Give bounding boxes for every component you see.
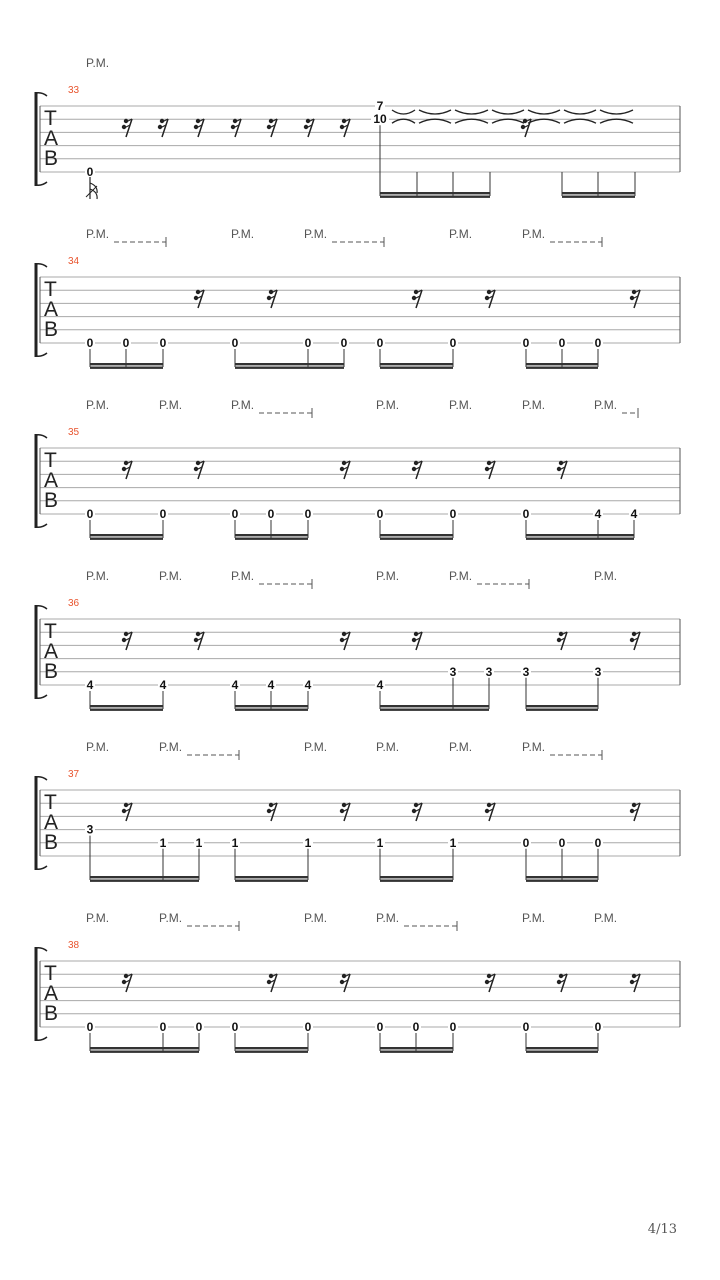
sixteenth-rest [122,974,132,992]
fret-number: 0 [340,336,348,350]
sixteenth-rest [340,119,350,137]
beam [562,192,635,194]
tab-clef-letter: A [44,811,59,834]
beam [90,1047,199,1049]
palm-mute-label: P.M. [594,911,618,925]
bracket-top-curl [36,606,47,609]
palm-mute-label: P.M. [304,740,328,754]
beam [235,709,308,711]
sixteenth-rest [304,119,314,137]
tab-clef-letter: A [44,469,59,492]
beam [90,709,163,711]
fret-number: 0 [86,1020,94,1034]
fret-number: 0 [412,1020,420,1034]
sixteenth-rest [412,461,422,479]
palm-mute-label: P.M. [304,227,328,241]
tie [528,110,560,114]
bracket-bottom-curl [36,1037,47,1040]
staff-system [36,911,680,1053]
sixteenth-rest [521,119,531,137]
fret-number: 0 [449,1020,457,1034]
beam [380,538,453,540]
sixteenth-rest [267,290,277,308]
beam [526,880,598,882]
tie [419,110,451,114]
fret-number: 3 [485,664,493,679]
fret-number: 0 [231,1020,239,1034]
palm-mute-label: P.M. [231,398,255,412]
beam [90,705,163,707]
palm-mute-label: P.M. [376,398,400,412]
palm-mute-label: P.M. [159,740,183,754]
fret-number: 4 [594,507,602,521]
fret-number: 0 [304,1020,312,1034]
fret-number: 0 [594,336,602,350]
tab-clef-letter: B [44,147,59,170]
sixteenth-rest [267,974,277,992]
beam [380,1047,453,1049]
fret-number: 0 [522,835,530,850]
tab-clef-letter: A [44,982,59,1005]
beam [380,192,490,194]
measure-number: 37 [68,769,80,780]
beam [90,1051,199,1053]
palm-mute-label: P.M. [86,740,110,754]
tab-clef-letter: T [44,449,57,472]
tie [392,110,415,114]
beam [380,705,489,707]
staff-system [36,56,680,199]
fret-number: 4 [86,678,94,692]
beam [526,367,598,369]
beam [380,876,453,878]
sixteenth-rest [485,974,495,992]
palm-mute-label: P.M. [159,911,183,925]
beam [90,876,199,878]
beam [526,709,598,711]
sixteenth-rest [194,290,204,308]
sixteenth-rest [630,632,640,650]
sixteenth-rest [340,803,350,821]
tie [455,110,488,114]
palm-mute-label: P.M. [376,911,400,925]
palm-mute-label: P.M. [449,398,473,412]
sixteenth-rest [630,974,640,992]
fret-number: 4 [304,678,312,692]
fret-number: 4 [376,678,384,692]
fret-number: 1 [159,835,167,850]
tab-clef-letter: B [44,489,59,512]
palm-mute-label: P.M. [159,398,183,412]
palm-mute-label: P.M. [376,569,400,583]
page-number: 4/13 [647,1222,677,1237]
fret-number: 0 [231,336,239,350]
tab-clef-letter: A [44,640,59,663]
beam [380,367,453,369]
beam [526,876,598,878]
fret-number: 0 [159,507,167,521]
fret-number: 1 [376,835,384,850]
beam [235,538,308,540]
measure-number: 38 [68,940,80,951]
tie [564,110,596,114]
fret-number: 0 [449,336,457,350]
tie [392,119,415,123]
palm-mute-label: P.M. [449,227,473,241]
palm-mute-label: P.M. [522,227,546,241]
palm-mute-label: P.M. [159,569,183,583]
sixteenth-rest [122,119,132,137]
palm-mute-label: P.M. [231,227,255,241]
sixteenth-rest [194,461,204,479]
fret-number: 0 [304,507,312,521]
sixteenth-rest [122,461,132,479]
fret-number: 0 [522,507,530,521]
tab-clef-letter: B [44,660,59,683]
beam [526,705,598,707]
palm-mute-label: P.M. [522,740,546,754]
fret-number: 4 [267,678,275,692]
tie [419,119,451,123]
staff-system [36,398,680,540]
beam [526,1047,598,1049]
sixteenth-rest [412,290,422,308]
fret-number: 0 [376,336,384,350]
sixteenth-rest [412,632,422,650]
beam [526,534,634,536]
palm-mute-label: P.M. [594,569,618,583]
fret-number: 0 [558,336,566,350]
sixteenth-rest [630,803,640,821]
beam [90,538,163,540]
beam [526,538,634,540]
beam [235,876,308,878]
palm-mute-label: P.M. [522,911,546,925]
fret-number: 0 [159,1020,167,1034]
palm-mute-label: P.M. [86,569,110,583]
beam [235,1047,308,1049]
bracket-bottom-curl [36,182,47,185]
staff-system [36,740,680,882]
fret-number: 0 [522,1020,530,1034]
measure-number: 36 [68,598,80,609]
bracket-top-curl [36,777,47,780]
fret-number: 3 [449,664,457,679]
tab-clef-letter: A [44,298,59,321]
tie [455,119,488,123]
beam [380,709,489,711]
tie [564,119,596,123]
sixteenth-rest [557,461,567,479]
bracket-bottom-curl [36,695,47,698]
beam [235,367,344,369]
beam [380,196,490,198]
sixteenth-rest [340,974,350,992]
fret-number: 3 [522,664,530,679]
fret-number: 1 [195,835,203,850]
sixteenth-rest [158,119,168,137]
sixteenth-rest [340,632,350,650]
fret-number: 0 [522,336,530,350]
bracket-top-curl [36,948,47,951]
beam [380,363,453,365]
beam [235,534,308,536]
palm-mute-label: P.M. [304,911,328,925]
sixteenth-rest [340,461,350,479]
beam [235,363,344,365]
palm-mute-label: P.M. [522,398,546,412]
tab-clef-letter: T [44,620,57,643]
palm-mute-label: P.M. [449,569,473,583]
beam [380,534,453,536]
sixteenth-rest [194,632,204,650]
beam [90,880,199,882]
palm-mute-label: P.M. [376,740,400,754]
sixteenth-rest [267,119,277,137]
beam [380,1051,453,1053]
beam [90,367,163,369]
fret-number: 1 [231,835,239,850]
tab-clef-letter: A [44,127,59,150]
tie [492,119,524,123]
fret-number: 0 [594,1020,602,1034]
fret-number: 0 [376,1020,384,1034]
fret-number: 4 [630,507,638,521]
staff-system [36,227,680,369]
palm-mute-label: P.M. [86,911,110,925]
beam [562,196,635,198]
sixteenth-rest [194,119,204,137]
sixteenth-rest [485,461,495,479]
palm-mute-label: P.M. [86,227,110,241]
sixteenth-rest [267,803,277,821]
fret-number: 0 [376,507,384,521]
tie [600,110,633,114]
beam [90,363,163,365]
beam [380,880,453,882]
bracket-bottom-curl [36,524,47,527]
beam [526,363,598,365]
fret-number: 0 [159,336,167,350]
bracket-top-curl [36,93,47,96]
beam [235,705,308,707]
sixteenth-rest [485,803,495,821]
grace-slash [86,186,97,197]
sixteenth-rest [412,803,422,821]
fret-number: 3 [594,664,602,679]
beam [235,1051,308,1053]
fret-number: 0 [594,835,602,850]
sixteenth-rest [122,803,132,821]
tab-clef-letter: B [44,318,59,341]
measure-number: 33 [68,85,80,96]
fret-number: 7 [376,99,384,113]
sixteenth-rest [630,290,640,308]
tab-clef-letter: B [44,1002,59,1025]
beam [526,1051,598,1053]
note-flag [90,177,97,199]
tab-clef-letter: T [44,962,57,985]
sixteenth-rest [557,632,567,650]
palm-mute-label: P.M. [594,398,618,412]
fret-number: 1 [449,835,457,850]
fret-number: 3 [86,822,94,837]
tab-clef-letter: B [44,831,59,854]
fret-number: 4 [159,678,167,692]
bracket-bottom-curl [36,866,47,869]
fret-number: 0 [449,507,457,521]
tab-clef-letter: T [44,791,57,814]
bracket-top-curl [36,435,47,438]
tie [528,119,560,123]
fret-number: 0 [558,835,566,850]
fret-number: 1 [304,835,312,850]
fret-number: 0 [231,507,239,521]
palm-mute-label: P.M. [231,569,255,583]
fret-number: 4 [231,678,239,692]
measure-number: 34 [68,256,80,267]
fret-number: 10 [373,112,387,127]
sixteenth-rest [485,290,495,308]
fret-number: 0 [304,336,312,350]
bracket-top-curl [36,264,47,267]
palm-mute-label: P.M. [449,740,473,754]
beam [90,534,163,536]
tie [492,110,524,114]
palm-mute-label: P.M. [86,398,110,412]
fret-number: 0 [86,165,94,179]
tab-clef-letter: T [44,107,57,130]
fret-number: 0 [195,1020,203,1034]
fret-number: 0 [122,336,130,350]
tab-clef-letter: T [44,278,57,301]
palm-mute-label: P.M. [86,56,110,70]
sixteenth-rest [557,974,567,992]
tie [600,119,633,123]
fret-number: 0 [86,507,94,521]
fret-number: 0 [267,507,275,521]
sixteenth-rest [122,632,132,650]
beam [235,880,308,882]
fret-number: 0 [86,336,94,350]
measure-number: 35 [68,427,80,438]
staff-system [36,569,680,711]
sixteenth-rest [231,119,241,137]
bracket-bottom-curl [36,353,47,356]
